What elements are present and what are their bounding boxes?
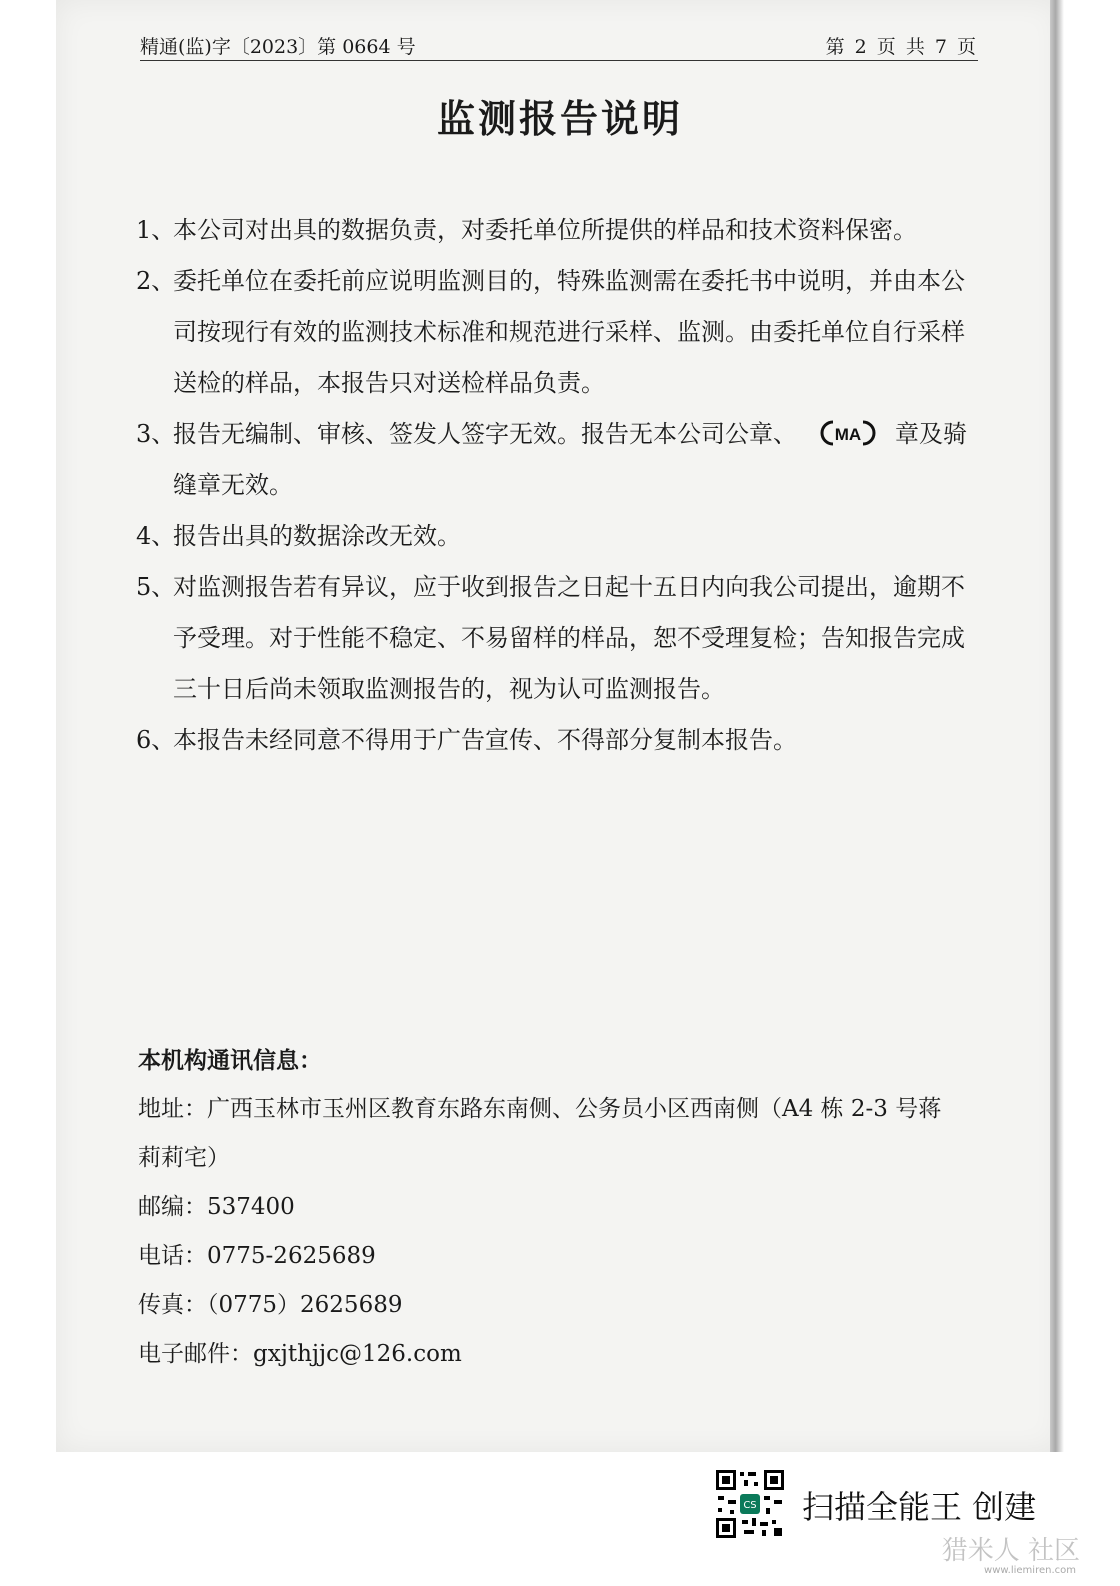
contact-phone: 电话：0775-2625689 <box>138 1243 376 1269</box>
item-line: 本公司对出具的数据负责，对委托单位所提供的样品和技术资料保密。 <box>173 216 917 244</box>
item-line: 送检的样品，本报告只对送检样品负责。 <box>173 369 605 397</box>
notice-item-3 <box>136 409 1016 511</box>
contact-address-cont: 莉莉宅） <box>138 1145 230 1171</box>
page-title: 监测报告说明 <box>436 96 683 141</box>
contact-email: 电子邮件：gxjthjjc@126.com <box>138 1341 462 1367</box>
site-watermark: 猎米人 社区 <box>941 1536 1080 1566</box>
contact-address: 地址：广西玉林市玉州区教育东路东南侧、公务员小区西南侧（A4 栋 2-3 号蒋 <box>138 1096 942 1122</box>
doc-number: 精通(监)字〔2023〕第 0664 号 <box>140 36 416 58</box>
item-line: 对监测报告若有异议，应于收到报告之日起十五日内向我公司提出，逾期不 <box>173 573 965 601</box>
item-line: 予受理。对于性能不稳定、不易留样的样品，恕不受理复检；告知报告完成 <box>173 624 965 652</box>
item-line: 本报告未经同意不得用于广告宣传、不得部分复制本报告。 <box>173 726 797 754</box>
item-number: 6、 <box>136 726 176 754</box>
notice-list <box>136 205 1016 766</box>
contact-info <box>138 1036 1018 1379</box>
notice-item-1 <box>136 205 1016 256</box>
item-text: 章及骑 <box>895 420 967 448</box>
notice-item-6 <box>136 715 1016 766</box>
item-line: 三十日后尚未领取监测报告的，视为认可监测报告。 <box>173 675 725 703</box>
page-info: 第 2 页 共 7 页 <box>825 36 978 58</box>
page-edge-shadow <box>1050 0 1064 1452</box>
notice-item-5 <box>136 562 1016 715</box>
item-text: 报告无编制、审核、签发人签字无效。报告无本公司公章、 <box>173 420 797 448</box>
cma-mark-text: MA <box>834 425 862 444</box>
item-number: 2、 <box>136 267 176 295</box>
svg-text:CS: CS <box>743 1500 757 1511</box>
item-number: 1、 <box>136 216 176 244</box>
item-number: 3、 <box>136 420 176 448</box>
item-number: 5、 <box>136 573 176 601</box>
item-line: 委托单位在委托前应说明监测目的，特殊监测需在委托书中说明，并由本公 <box>173 267 965 295</box>
notice-item-4 <box>136 511 1016 562</box>
item-line <box>173 409 1016 460</box>
item-line: 司按现行有效的监测技术标准和规范进行采样、监测。由委托单位自行采样 <box>173 318 965 346</box>
item-line: 报告出具的数据涂改无效。 <box>173 522 461 550</box>
item-line: 缝章无效。 <box>173 471 293 499</box>
site-watermark-url: www.liemiren.com <box>984 1565 1076 1576</box>
qr-code-icon <box>714 1468 786 1540</box>
scanner-brand-text: 扫描全能王 创建 <box>802 1488 1037 1526</box>
contact-postcode: 邮编：537400 <box>138 1194 295 1220</box>
contact-fax: 传真：（0775）2625689 <box>138 1292 403 1318</box>
page-header <box>140 30 978 61</box>
notice-item-2 <box>136 256 1016 409</box>
cma-mark-icon <box>819 414 877 442</box>
item-number: 4、 <box>136 522 176 550</box>
contact-heading: 本机构通讯信息： <box>138 1047 322 1074</box>
